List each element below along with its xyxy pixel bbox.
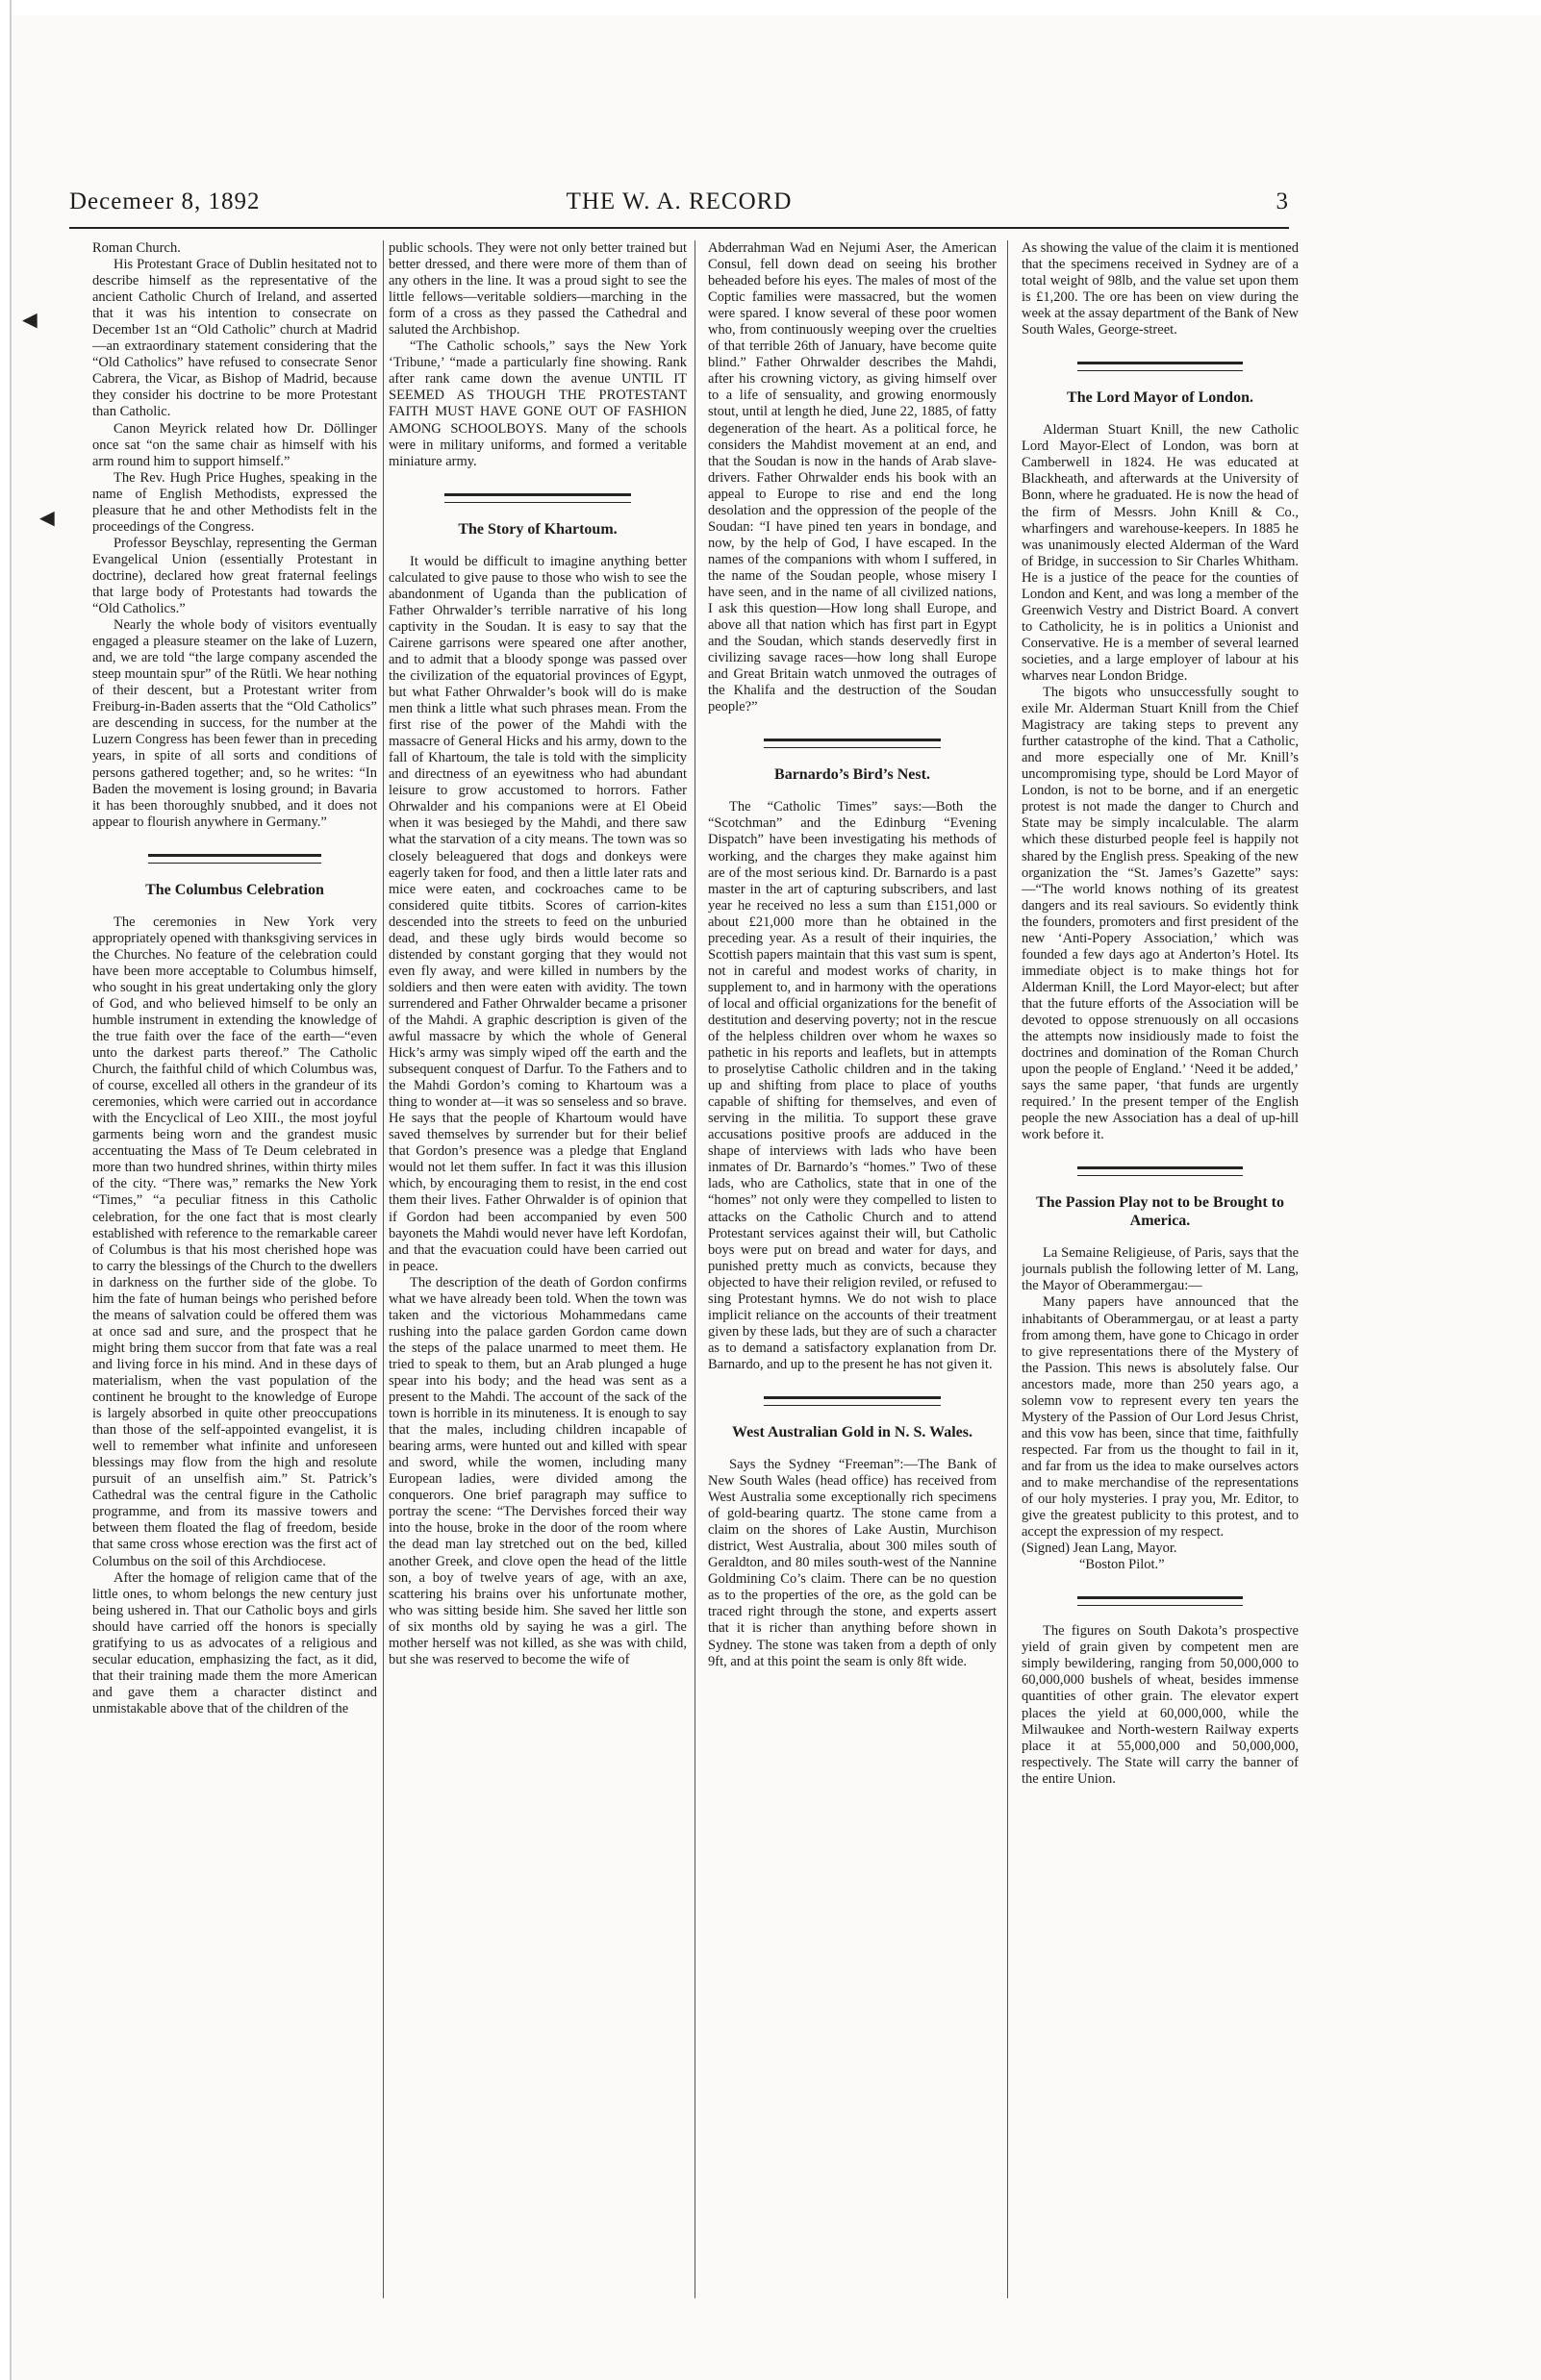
article-separator [1077, 1596, 1243, 1606]
masthead-rule [69, 227, 1289, 229]
column-divider [383, 240, 384, 2298]
scan-margin-top [0, 0, 1541, 15]
article-separator [1077, 362, 1243, 371]
article-separator [444, 493, 631, 503]
article-heading: Barnardo’s Bird’s Nest. [774, 766, 930, 784]
article-paragraph: Alderman Stuart Knill, the new Catholic Lord Mayor-Elect of London, was born at Camberwell in 1824. He was educated at Blackheath, and afterwards at the University of Bonn, where he graduated. He is now the head of the firm of Messrs. John Knill & Co., wharfingers and warehouse-keepers. In 1885 he was unanimously elected Alderman of the Ward of Bridge, in succession to Sir Charles Whitham. He is a justice of the peace for the counties of London and Kent, and was long a member of the Greenwich Vestry and District Board. A convert to Catholicity, he is in politics a Unionist and Conservative. He is a member of several learned societies, and a large employer of labour at his wharves near London Bridge. [1022, 422, 1299, 684]
article-paragraph: The bigots who unsuccessfully sought to exile Mr. Alderman Stuart Knill from the Chief Magistracy are taking steps to prevent any further catastrophe of the kind. That a Catholic, and more especially one of Mr. Knill’s uncompromising type, should be Lord Mayor of London, is not to be borne, and if an energetic protest is not made the danger to Church and State may be simply incalculable. The alarm which these disturbed people feel is happily not shared by the English press. Speaking of the new organization the “St. James’s Gazette” says:—“The world knows nothing of its greatest dangers and its real saviours. So evidently think the founders, promoters and first president of the new ‘Anti-Popery Association,’ which was founded a few days ago at Anderton’s Hotel. Its immediate object is to make things hot for Alderman Knill, the Lord Mayor-elect; but after that the future efforts of the Association will be devoted to oppose strenuously on all occasions the attempts now insidiously made to foist the doctrines and domination of the Roman Church upon the people of England.’ ‘Need it be added,’ says the same paper, ‘that funds are urgently required.’ In the present temper of the English people the new Association has a deal of up-hill work before it. [1022, 685, 1299, 1143]
article-paragraph: The “Catholic Times” says:—Both the “Scotchman” and the Edinburg “Evening Dispatch” have been investigating his methods of working, and the charges they make against him are of the most serious kind. Dr. Barnardo is a past master in the art of capturing subscribers, and last year he received no less a sum than £151,000 or about £21,000 more than he obtained in the preceding year. As a result of their inquiries, the Scottish papers maintain that this vast sum is spent, not in careful and modest works of charity, in supplement to, and in harmony with the operations of local and official organizations for the benefit of destitution and deserving poverty; not in the rescue of the helpless children over whom he waxes so pathetic in his reports and leaflets, but in attempts to proselytise Catholic children and in the taking up and shifting from place to place of youths capable of shifting for themselves, and even of serving in the militia. To support these grave accusations positive proofs are adduced in the shape of interviews with lads who have been inmates of Dr. Barnardo’s “homes.” Two of these lads, who are Catholics, state that in one of the “homes” not only were they compelled to listen to attacks on the Catholic Church and to attend Protestant services against their will, but Catholic boys were put on bread and water for days, and punished pretty much as convicts, because they objected to have their religion reviled, or refused to sing Protestant hymns. We do not wish to place implicit reliance on the accounts of their treatment given by these lads, but they are of such a character as to demand a satisfactory explanation from Dr. Barnardo, and up to the present he has not given it. [708, 799, 997, 1372]
page-number: 3 [1276, 188, 1289, 214]
article-paragraph: Says the Sydney “Freeman”:—The Bank of New South Wales (head office) has received from West Australia some exceptionally rich specimens of gold-bearing quartz. The stone came from a claim on the shores of Lake Austin, Murchison district, West Australia, about 300 miles south of Geraldton, and 80 miles south-west of the Nannine Goldmining Co’s claim. There can be no question as to the properties of the ore, as the gold can be traced right through the stone, and experts assert that it is richer than anything before shown in Sydney. The stone was taken from a depth of only 9ft, and at this point the seam is only 8ft wide. [708, 1457, 997, 1669]
issue-date: Decemeer 8, 1892 [69, 188, 261, 214]
article-paragraph: His Protestant Grace of Dublin hesitated not to describe himself as the representative of the ancient Catholic Church of Ireland, and asserted that it was his intention to consecrate on December 1st an “Old Catholic” church at Madrid—an extraordinary statement considering that the “Old Catholics” have refused to consecrate Senor Cabrera, the Vicar, as Bishop of Madrid, because they consider his doctrine to be more Protestant than Catholic. [92, 257, 377, 420]
article-heading: The Lord Mayor of London. [1067, 389, 1253, 407]
column-4 [1022, 240, 1299, 2296]
article-paragraph: After the homage of religion came that of the little ones, to whom belongs the new century just being ushered in. That our Catholic boys and girls should have carried off the honors is specially gratifying to us as advocates of a religious and secular education, emphasizing the fact, as it did, that their training made them the more American and gave them a character distinct and unmistakable above that of the children of the [92, 1569, 377, 1716]
column-2 [389, 240, 687, 2296]
article-paragraph: The ceremonies in New York very appropriately opened with thanksgiving services in the Churches. No feature of the celebration could have been more acceptable to Columbus himself, who sought in his great undertaking only the glory of God, and who believed himself to be only an humble instrument in extending the knowledge of the true faith over the face of the earth—“even unto the darkest parts thereof.” The Catholic Church, the faithful child of which Columbus was, of course, excelled all others in the grandeur of its ceremonies, which were carried out in accordance with the Encyclical of Leo XIII., the most joyful garments being worn and the grandest music accentuating the Mass of Te Deum celebrated in more than two hundred shrines, within thirty miles of the city. “There was,” remarks the New York “Times,” “a peculiar fitness in this Catholic celebration, for the one fact that is most clearly established with reference to the remarkable career of Columbus is that his most cherished hope was to carry the blessings of the Church to the dwellers in darkness on the further side of the globe. To him the fate of human beings who perished before the means of salvation could be offered them was at once sad and sure, and the prospect that he might bring them succor from that fate was a real and living force in his mind. And in these days of materialism, when the vast population of the continent he brought to the knowledge of Europe is largely absorbed in quite other preoccupations than those of the self-appointed evangelist, it is well to remember what infinite and unforeseen blessings may flow from the high and resolute pursuit of an unselfish aim.” St. Patrick’s Cathedral was the central figure in the Catholic programme, and from its massive towers and between them floated the flag of freedom, beside that same cross whose erection was the first act of Columbus on the soil of this Archdiocese. [92, 914, 377, 1569]
article-separator [764, 739, 941, 748]
article-heading: The Columbus Celebration [145, 881, 324, 898]
article-paragraph: Abderrahman Wad en Nejumi Aser, the American Consul, fell down dead on seeing his brother beheaded before his eyes. The males of most of the Coptic families were massacred, but the women were spared. I know several of these poor women who, from continuously weeping over the cruelties of that terrible 26th of January, have become quite blind.” Father Ohrwalder describes the Mahdi, after his crowning victory, as giving himself over to a life of sensuality, and growing enormously stout, until at length he died, June 22, 1885, of fatty degeneration of the heart. As a political force, he considers the Mahdist movement at an end, and that the Soudan is now in the hands of Arab slave-drivers. Father Ohrwalder ends his book with an appeal to Europe to rise and end the long desolation and the oppression of the people of the Soudan: “I have pined ten years in bondage, and now, by the help of God, I have escaped. In the names of the companions with whom I suffered, in the name of the Soudan people, whose misery I have seen, and in the name of all civilized nations, I ask this question—How long shall Europe, and above all that nation which has first part in Egypt and the Soudan, which stands deservedly first in civilizing savage races—how long shall Europe and Great Britain watch unmoved the outrages of the Khalifa and the destruction of the Soudan people?” [708, 240, 997, 715]
article-paragraph: “The Catholic schools,” says the New York ‘Tribune,’ “made a particularly fine showing. Rank after rank came down the avenue UNTIL IT SEEMED AS THOUGH THE PROTESTANT FAITH MUST HAVE GONE OUT OF FASHION AMONG SCHOOLBOYS. Many of the schools were in military uniforms, and formed a veritable miniature army. [389, 338, 687, 469]
article-paragraph: Canon Meyrick related how Dr. Döllinger once sat “on the same chair as himself with his arm round him to support himself.” [92, 420, 377, 469]
article-separator [148, 854, 321, 864]
scan-margin-left [0, 0, 12, 2380]
column-1 [92, 240, 377, 2296]
article-paragraph: The Rev. Hugh Price Hughes, speaking in the name of English Methodists, expressed the pleasure that he and other Methodists felt in the proceedings of the Congress. [92, 469, 377, 535]
article-separator [1077, 1166, 1243, 1176]
article-heading: West Australian Gold in N. S. Wales. [732, 1424, 973, 1441]
article-paragraph: Many papers have announced that the inhabitants of Oberammergau, or at least a party from among them, have gone to Chicago in order to give representations there of the Mystery of the Passion. This news is absolutely false. Our ancestors made, more than 250 years ago, a solemn vow to represent every ten years the Mystery of the Passion of Our Lord Jesus Christ, and this vow has been, since that time, faithfully respected. Far from us the thought to fail in it, and far from us the idea to make ourselves actors and to make merchandise of the representations of our holy mysteries. I pray you, Mr. Editor, to give the greatest publicity to this protest, and to accept the expression of my respect. [1022, 1294, 1299, 1541]
article-paragraph: “Boston Pilot.” [1079, 1557, 1165, 1573]
article-paragraph: Nearly the whole body of visitors eventually engaged a pleasure steamer on the lake of Luzern, and, we are told “the large company ascended the steep mountain spur” of the Rütli. We hear nothing of their descent, but a Protestant writer from Freiburg-in-Baden asserts that the “Old Catholics” are descending in success, for the number at the Luzern Congress has been fewer than in preceding years, in spite of all sorts and conditions of persons gathered together; and, so he writes: “In Baden the movement is losing ground; in Bavaria it has been thoroughly snubbed, and it does not appear to flourish anywhere in Germany.” [92, 617, 377, 830]
article-separator [764, 1396, 941, 1406]
article-paragraph: It would be difficult to imagine anything better calculated to give pause to those who wish to see the abandonment of Uganda than the publication of Father Ohrwalder’s terrible narrative of his long captivity in the Soudan. It is easy to say that the Cairene garrisons were speared one after another, and to admit that a bloody sponge was passed over the civilization of the equatorial provinces of Egypt, but what Father Ohrwalder’s book will do is make men think a little what such phrases mean. From the first rise of the power of the Mahdi with the massacre of General Hicks and his army, down to the fall of Khartoum, the tale is told with the simplicity and directness of an eyewitness who had abundant leisure to grow accustomed to horrors. Father Ohrwalder and his companions were at El Obeid when it was besieged by the Mahdi, and there saw what the starvation of a city means. The town was so closely beleaguered that dogs and donkeys were eagerly taken for food, and then a little later rats and mice were eaten, and cockroaches came to be considered quite titbits. Scores of carrion-kites descended into the streets to feed on the unburied dead, and these ugly birds would become so distended by constant gorging that they would not even fly away, and were killed in numbers by the soldiers and then were eaten with avidity. The town surrendered and Father Ohrwalder became a prisoner of the Mahdi. A graphic description is given of the awful massacre by which the whole of General Hick’s army was simply wiped off the earth and the subsequent conquest of Darfur. To the Fathers and to the Mahdi Gordon’s coming to Khartoum was a thing to wonder at—it was so senseless and so brave. He says that the people of Khartoum would have saved themselves by surrender but for their belief that Gordon’s presence was a pledge that England would not let them suffer. In fact it was this illusion which, by encouraging them to resist, in the end cost them their lives. Father Ohrwalder is of opinion that if Gordon had been accompanied by even 500 bayonets the Mahdi would never have left Kordofan, and that the evacuation could have been carried out in peace. [389, 553, 687, 1274]
article-paragraph: The figures on South Dakota’s prospective yield of grain given by competent men are simply bewildering, ranging from 50,000,000 to 60,000,000 bushels of wheat, besides immense quantities of other grain. The elevator expert places the yield at 60,000,000, while the Milwaukee and North-western Railway experts place it at 55,000,000 and 50,000,000, respectively. The State will carry the banner of the entire Union. [1022, 1623, 1299, 1787]
article-paragraph: public schools. They were not only better trained but better dressed, and there were more of them than of any others in the line. It was a proud sight to see the little fellows—veritable soldiers—marching in the form of a cross as they passed the Cathedral and saluted the Archbishop. [389, 240, 687, 338]
newspaper-title: THE W. A. RECORD [566, 188, 793, 214]
article-paragraph: The description of the death of Gordon confirms what we have already been told. When the town was taken and the victorious Mohammedans came rushing into the palace garden Gordon came down the steps of the palace unarmed to meet them. He tried to speak to them, but an Arab plunged a huge spear into his body; and the head was sent as a present to the Mahdi. The account of the sack of the town is horrible in its minuteness. It is enough to say that the males, including children incapable of bearing arms, were hunted out and killed with spear and sword, while the women, including many European ladies, were divided among the conquerors. One brief paragraph may suffice to portray the scene: “The Dervishes forced their way into the house, broke in the door of the room where the dead man lay stretched out on the bed, killed another Greek, and clove open the head of the little son, a boy of twelve years of age, with an axe, scattering his brains over his unfortunate mother, who was sitting beside him. She saved her little son of six months old by saying he was a girl. The mother herself was not killed, as she was with child, but she was reserved to become the wife of [389, 1274, 687, 1667]
article-paragraph: (Signed) Jean Lang, Mayor. [1022, 1541, 1177, 1557]
article-paragraph: As showing the value of the claim it is mentioned that the specimens received in Sydney are of a total weight of 98lb, and the value set upon them is £1,200. The ore has been on view during the week at the assay department of the Bank of New South Wales, George-street. [1022, 240, 1299, 338]
article-heading: The Story of Khartoum. [458, 520, 618, 538]
margin-mark-icon: ◄ [17, 306, 42, 334]
masthead [69, 188, 1289, 227]
article-paragraph: La Semaine Religieuse, of Paris, says that the journals publish the following letter of M. Lang, the Mayor of Oberammergau:— [1022, 1245, 1299, 1294]
article-paragraph: Roman Church. [92, 240, 181, 256]
margin-mark-icon: ◄ [35, 504, 60, 532]
column-3 [708, 240, 997, 2296]
article-paragraph: Professor Beyschlay, representing the German Evangelical Union (essentially Protestant in doctrine), declared how great fraternal feelings that large body of Protestants had towards the “Old Catholics.” [92, 535, 377, 617]
article-heading: The Passion Play not to be Brought to America. [1036, 1194, 1284, 1230]
column-divider [1007, 240, 1008, 2298]
